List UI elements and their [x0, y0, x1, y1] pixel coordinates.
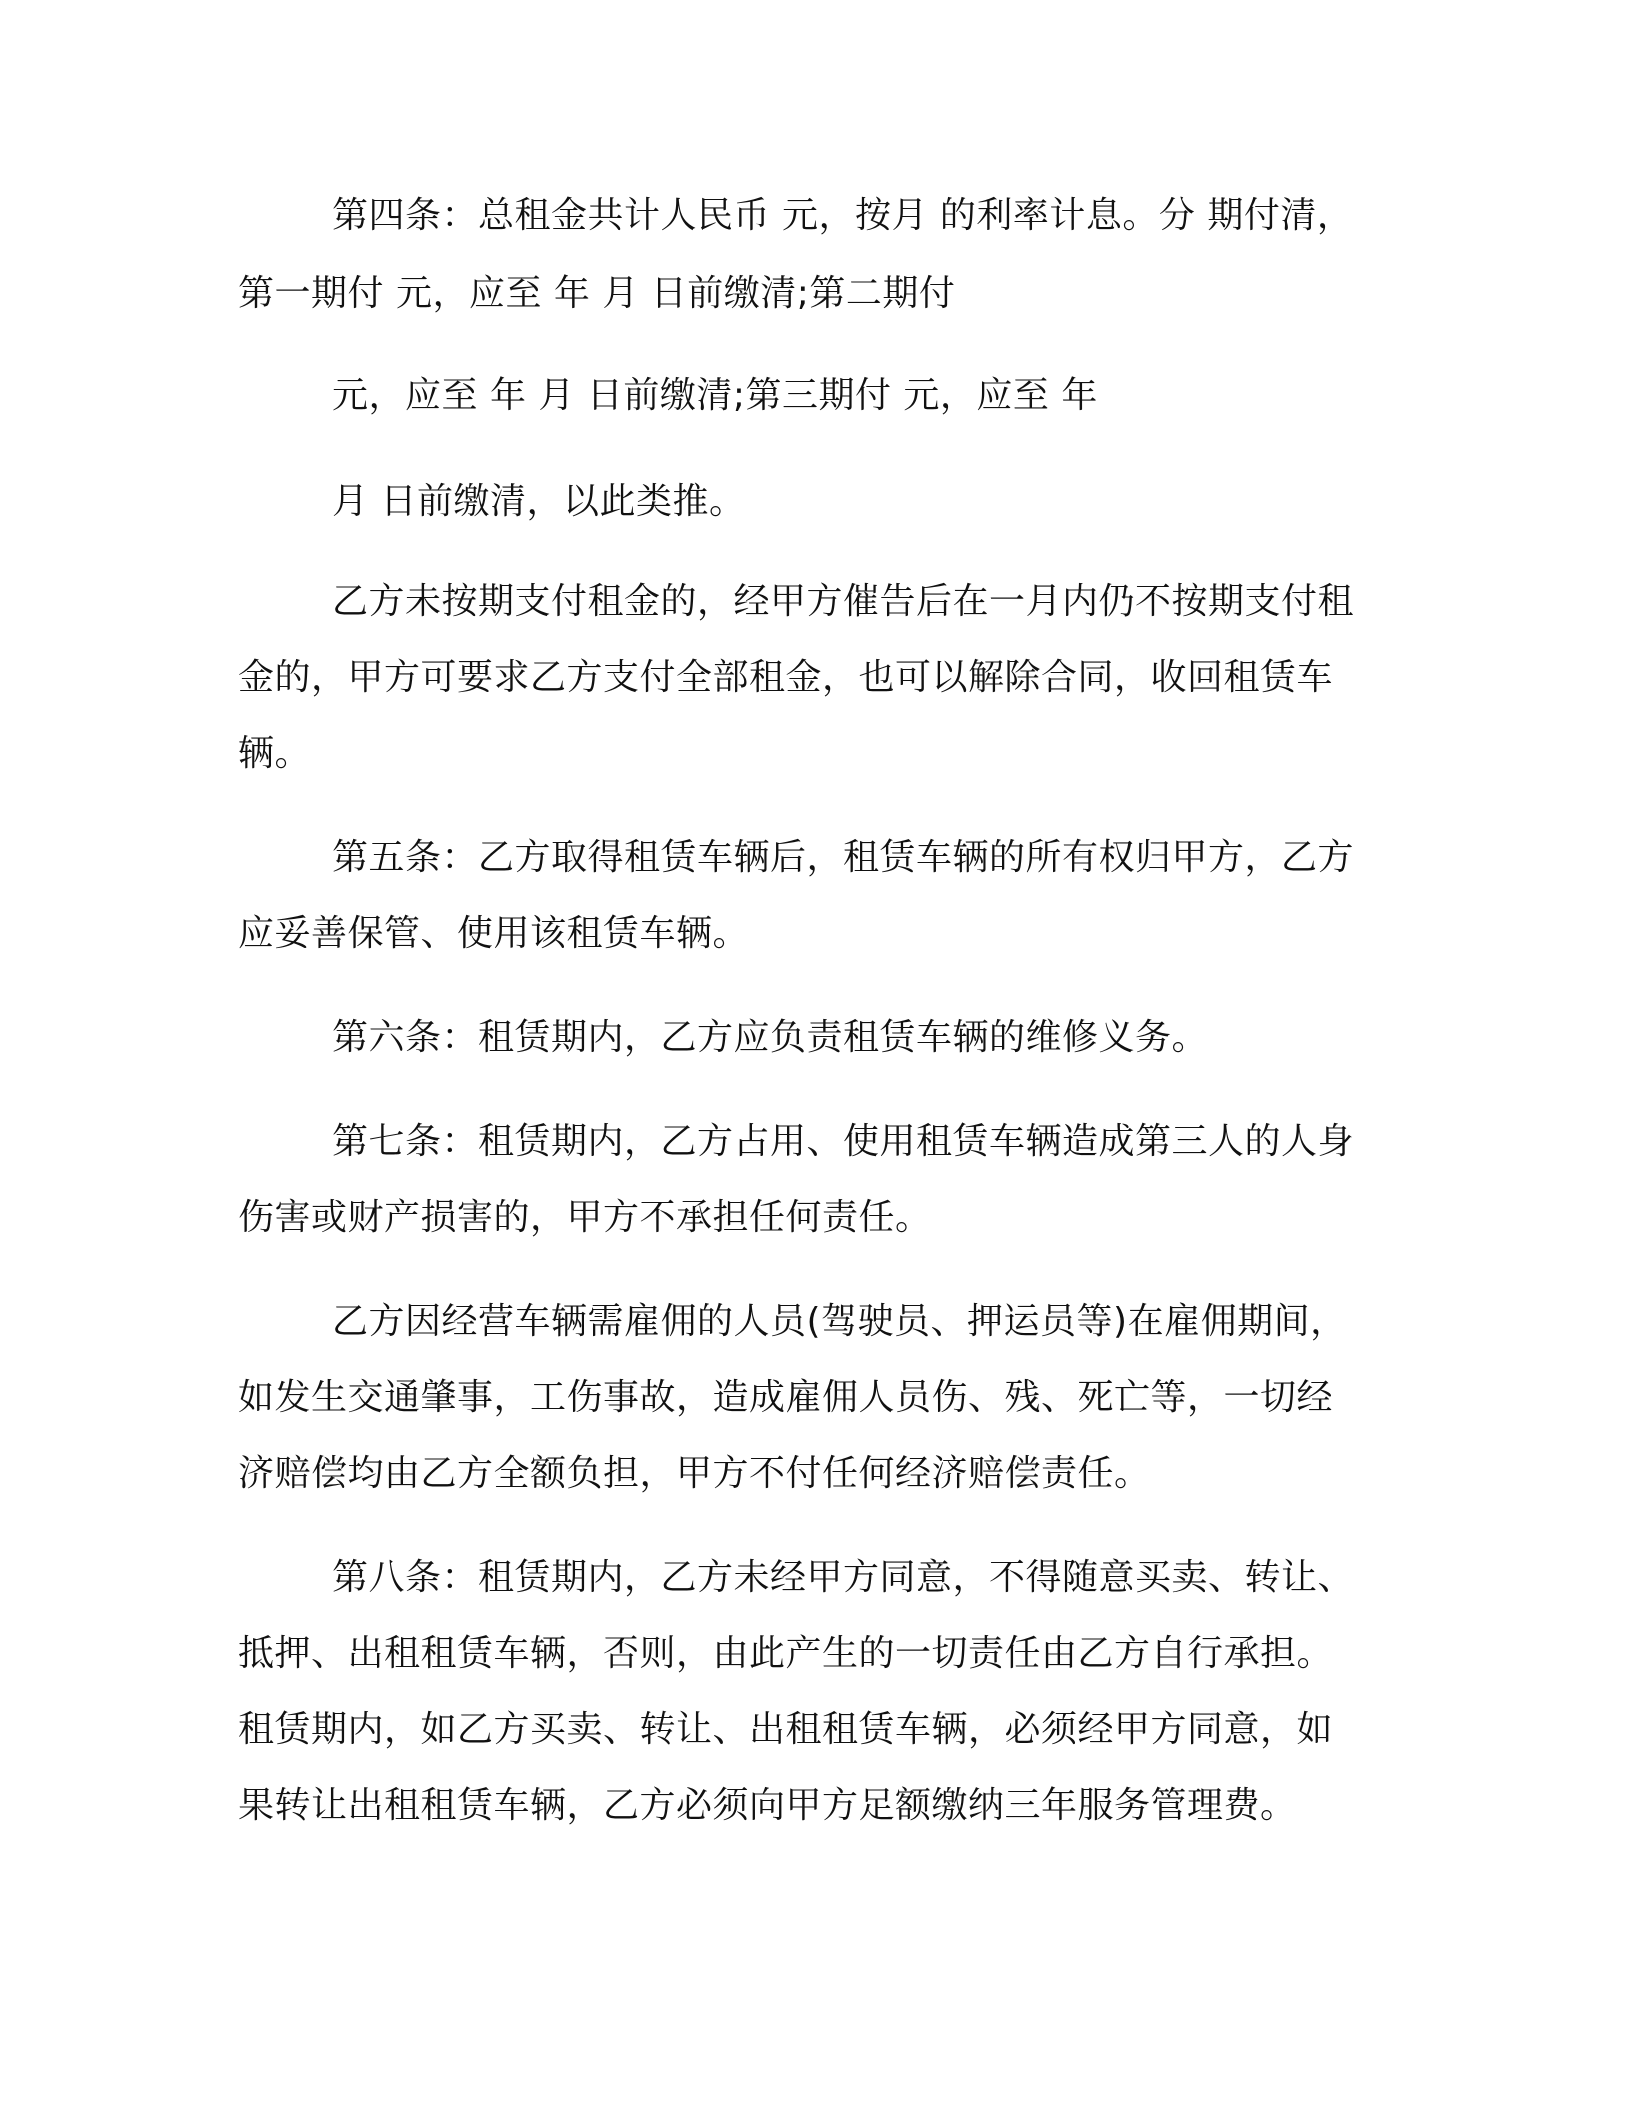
article-4-line-2: 第一期付 元，应至 年 月 日前缴清;第二期付 — [238, 273, 956, 314]
article-7-line-1: 第七条：租赁期内，乙方占用、使用租赁车辆造成第三人的人身 — [332, 1121, 1355, 1162]
overdue-rent-line-1: 乙方未按期支付租金的，经甲方催告后在一月内仍不按期支付租 — [332, 581, 1355, 622]
employee-clause-line-1: 乙方因经营车辆需雇佣的人员(驾驶员、押运员等)在雇佣期间， — [332, 1301, 1347, 1342]
article-5-line-1: 第五条：乙方取得租赁车辆后，租赁车辆的所有权归甲方，乙方 — [332, 837, 1355, 878]
article-8-line-2: 抵押、出租租赁车辆，否则，由此产生的一切责任由乙方自行承担。 — [238, 1633, 1334, 1674]
article-8-line-4: 果转让出租租赁车辆，乙方必须向甲方足额缴纳三年服务管理费。 — [238, 1785, 1297, 1826]
employee-clause-line-3: 济赔偿均由乙方全额负担，甲方不付任何经济赔偿责任。 — [238, 1453, 1151, 1494]
article-4-line-1: 第四条：总租金共计人民币 元，按月 的利率计息。分 期付清， — [332, 195, 1354, 236]
article-4-line-3: 元，应至 年 月 日前缴清;第三期付 元，应至 年 — [332, 375, 1098, 416]
article-7-line-2: 伤害或财产损害的，甲方不承担任何责任。 — [238, 1197, 932, 1238]
article-8-line-1: 第八条：租赁期内，乙方未经甲方同意，不得随意买卖、转让、 — [332, 1557, 1355, 1598]
employee-clause-line-2: 如发生交通肇事，工伤事故，造成雇佣人员伤、残、死亡等，一切经 — [238, 1377, 1334, 1418]
overdue-rent-line-2: 金的，甲方可要求乙方支付全部租金，也可以解除合同，收回租赁车 — [238, 657, 1334, 698]
overdue-rent-line-3: 辆。 — [238, 733, 312, 774]
article-4-line-4: 月 日前缴清，以此类推。 — [332, 481, 746, 522]
article-6-line-1: 第六条：租赁期内，乙方应负责租赁车辆的维修义务。 — [332, 1017, 1209, 1058]
article-5-line-2: 应妥善保管、使用该租赁车辆。 — [238, 913, 750, 954]
article-8-line-3: 租赁期内，如乙方买卖、转让、出租租赁车辆，必须经甲方同意，如 — [238, 1709, 1334, 1750]
